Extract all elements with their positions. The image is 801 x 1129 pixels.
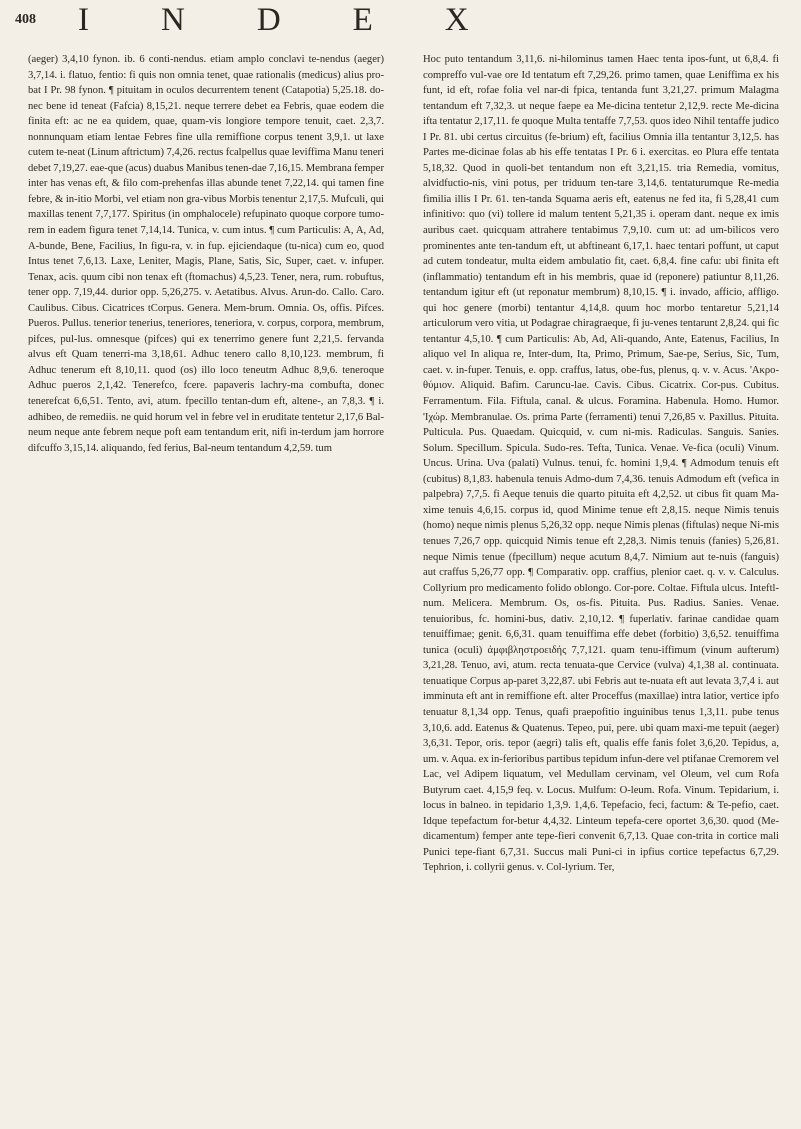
page-header	[0, 0, 801, 44]
running-head: INDEX	[78, 2, 541, 38]
index-column-right	[423, 52, 779, 1117]
page-number: 408	[15, 12, 36, 27]
index-column-left-text: (aeger) 3,4,10 fynon. ib. 6 conti-nendus. etiam amplo conclavi te-nendus (aeger) 3,7,14. i. flatuo, fentio: fi quis non omnia tenet, quae rationalis (medicus) alius pro-bat I Pr. 98 fynon. ¶ pituitam in oculos decurrentem tenent (Catapotia) 5,25.18. do-nec bene id teneat (Fafcia) 8,15,21. neque terrere debet ea Febris, quae eodem die finita eft: ac ne ea quidem, quae, quam-vis longiore tempore tenuit, caet. 2,3,7. nonnunquam etiam lentae Febres fine ulla remiffione corpus tenent 3,9,1. ut laxe cutem te-neat (Linum aftrictum) 7,4,26. rectus fcalpellus quae leviffima Manu teneri debet 7,19,27. eae-que (acus) duabus Manibus tenen-dae 7,16,15. Membrana femper inter has venas eft, & filo com-prehenfas illas abunde tenet 7,22,14. qui tamen fine febre, & in-itio Morbi, vel etiam non gra-vibus Morbis tenentur 2,17,5. Mufculi, qui maxillas tenent 7,7,177. Spiritus (in omphalocele) refupinato quoque corpore tumo-rem in eadem figura tenet 7,14,14. Tunica, v. cum intus. ¶ cum Particulis: A, A, Ad, A-bunde, Bene, Facilius, In figu-ra, v. in fup. ejiciendaque (tu-nica) cum eo, quod Intus tenet 7,6,13. Laxe, Leniter, Magis, Plane, Satis, Sic, Super, caet. v. infuper. Tenax, acis. quum cibi non tenax eft (ftomachus) 4,5,23. Tener, nera, rum. robuftus, tener opp. 7,19,44. durior opp. 5,26,275. v. Aetatibus. Alvus. Arun-do. Callo. Caro. Caulibus. Cibus. Cicatrices tCorpus. Genera. Mem-brum. Omnia. Os, offis. Pifces. Pueros. Pullus. tenerior tenerius, teneriores, teneriora, v. corpus, corpora, membrum, pifces, pul-lus. omnesque (pifces) qui ex tenerrimo genere funt 2,21,5. fervanda alvus eft Quam tenerri-ma 3,18,61. Adhuc tenero callo 8,10,123. membrum, fi Adhuc tenerum eft 8,10,11. quod (os) illo loco teneutm Adhuc 8,9,6. teneroque Adhuc pueros 2,1,42. Tenerefco, fcere. papaveris lachry-ma combufta, donec tenerefcat 6,6,51. Tento, avi, atum. fpecillo tentan-dum eft, altene-, an 7,8,3. ¶ i. adhibeo, de remediis. ne quid horum vel in febre vel in eruditate tentetur 2,17,6 Bal-neum neque ante febrem neque poft eam tentandum erit, nifi in-terdum jam horrore difcuffo 3,15,14. aliquando, fed ferius, Bal-neum tentandum 4,2,59. tum	[28, 54, 384, 454]
index-column-left	[28, 52, 384, 1117]
index-column-right-text: Hoc puto tentandum 3,11,6. ni-hilominus tamen Haec tenta ipos-funt, ut 6,8,4. fi compreffo vul-vae ore Id tentatum eft 7,29,26. primo tamen, quae Leniffima ex his funt, id eft, rofae folia vel nar-di fpica, tentanda funt 3,21,27. primum Malagma tentandum eft 7,32,3. ut neque faepe ea Me-dicina tentetur 2,12,9. recte Me-dicina ifta tentatur 2,17,11. fe quoque Multa tentaffe 7,7,53. quos ideo Nihil tentaffe judico I Pr. 81. ubi certus circuitus (fe-brium) eft, facilius Omnia illa tentantur 3,12,5. has Partes me-dicinae folas ab his effe tentatas I Pr. 6 i. exercitas. eo Plura effe tentata 5,18,32. Quod in quoli-bet tentandum non eft 3,21,15. tria Remedia, vomitus, alvidfuctio-nis, vini potus, per triduum ten-tare 3,14,6. tentaturumque Re-media fimilia illis I Pr. 61. ten-tanda Squama aeris eft, eatenus ne fed ita, fi 5,28,41 cum infinitivo: quo (vi) tollere id malum tentent 5,21,35 i. operam dant. neque ex imis auribus caet. quicquam attrahere tentabimus 7,9,10. cum ut: ad um-bilicos vero prominentes ante ten-tandum eft, ut abftineant 6,17,1. haec tentari poffunt, ut caput ad cutem tondeatur, multa eidem ambulatio fit, caet. 6,8,4. fine cafu: ubi finita eft (inflammatio) tentandum eft in his membris, quae id (reponere) patiuntur 8,11,26. tentandum igitur eft (ut reponatur membrum) 8,10,15. ¶ i. invado, afficio, affligo. qui hoc genere (morbi) tentantur 4,14,8. quum hoc morbo tentaretur 5,21,14 articulorum vero vitia, ut Podagrae chiragraeque, fi ju-venes tentarunt 2,8,24. qui fic tentantur 4,5,10. ¶ cum Particulis: Ab, Ad, Ali-quando, Ante, Eatenus, Facilius, In aliquo vel In aliqua re, Inter-dum, Ita, Primo, Primum, Sae-pe, Serius, Sic, Tum, caet. v. in-fuper. Tenuis, e. opp. craffus, latus, obe-fus, plenus, q. v. v. Acus. 'Ακρο-θύμιον. Aliquid. Bafim. Caruncu-lae. Cavis. Cibus. Cicatrix. Cor-pus. Cubitus. Ferramentum. Fila. Fiftula, canal. & ulcus. Foramina. Habenula. Homo. Humor. 'Ιχώρ. Membranulae. Os. prima Parte (ferramenti) tenui 7,26,85 v. Paxillus. Pituita. Pulticula. Pus. Quaedam. Quicquid, v. cum ni-mis. Radiculas. Sanguis. Sanies. Solum. Specillum. Spicula. Sudo-res. Tefta, Tunica. Venae. Ve-fica (oculi) Vinum. Uncus. Urina. Uva (palati) Vulnus. tenui, fc. homini 1,9,4. ¶ Admodum tenuis eft (cubitus) 8,1,83. habenula tenuis Admo-dum 7,4,36. tenuis Admodum eft (vefica in palpebra) 7,7,5. fi Aeque tenuis die quarto pituita eft 4,2,52. ut cibus fit quam Ma-xime tenuis 4,6,15. corpus id, quod Minime tenue eft 2,8,15. neque Nimis tenuis (homo) neque nimis plenus 5,26,32 opp. neque Nimis plenas (fiftulas) neque Ni-mis tenues 7,26,7 opp. quicquid Nimis tenue eft 2,28,3. Nimis tenuis (fanies) 5,26,81. neque Nimis tenue (fpecillum) neque acutum 8,4,7. Nimium aut te-nuis (fanguis) aut craffus 5,26,77 opp. ¶ Comparativ. opp. craffius, plenior caet. q. v. v. Calculus. Collyrium pro medicamento folido oblongo. Cor-pore. Coltae. Fiftula ulcus. Inteftl-num. Melicera. Membrum. Os, os-fis. Pituita. Pus. Radius. Sanies. Venae. tenuioribus, fc. homini-bus, dativ. 2,10,12. ¶ fuperlativ. farinae candidae quam tenuiffimae; genit. 6,6,31. quam tenuiffima effe debet (forbitio) 3,6,52. tenuiffima tunica (oculi) ἀμφιβληστροειδής 7,7,121. quam tenu-iffimum (vinum aufterum) 3,21,28. Tenuo, avi, atum. recta tenuata-que Cervice (vulva) 4,1,38 al. continuata. tenuatique Corpus ap-paret 3,22,87. ubi Febris aut te-nuata eft aut levata 3,7,4 i. aut imminuta eft ant in remiffione eft. alter Proceffus (maxillae) intra latior, vertice ipfo tenuatur 8,1,34 opp. Tenus, quafi praepofitio inguinibus tenus 1,3,11. pube tenus 3,10,6. add. Eatenus & Quatenus. Tepeo, pui, pere. ubi quam maxi-me tepuit (aeger) 3,6,31. Tepor, oris. tepor (aegri) talis eft, qualis effe fanis folet 3,6,20. Tepidus, a, um. v. Aqua. ex in-ferioribus partibus tepidum infun-dere vel ptifanae Cremorem vel Lac, vel Adipem liquatum, vel Medullam cervinam, vel Oleum, vel cum Rofa Butyrum caet. 4,15,9 feq. v. Locus. Mulfum: O-leum. Rofa. Vinum. Tepidarium, i. locus in balneo. in tepidario 1,3,9. 1,4,6. Tepefacio, feci, factum: & Te-pefio, caet. Idque tepefactum for-betur 4,4,32. Linteum tepefa-cere oportet 3,6,30. quod (Me-dicamentum) femper ante tepe-fieri convenit 6,7,13. Quae con-trita in cortice mali Punici tepe-fiant 6,7,31. Succus mali Puni-ci in ipfius cortice tepefactus 6,7,29. Tephrion, i. collyrii genus. v. Col-lyrium. Ter,	[423, 54, 779, 874]
